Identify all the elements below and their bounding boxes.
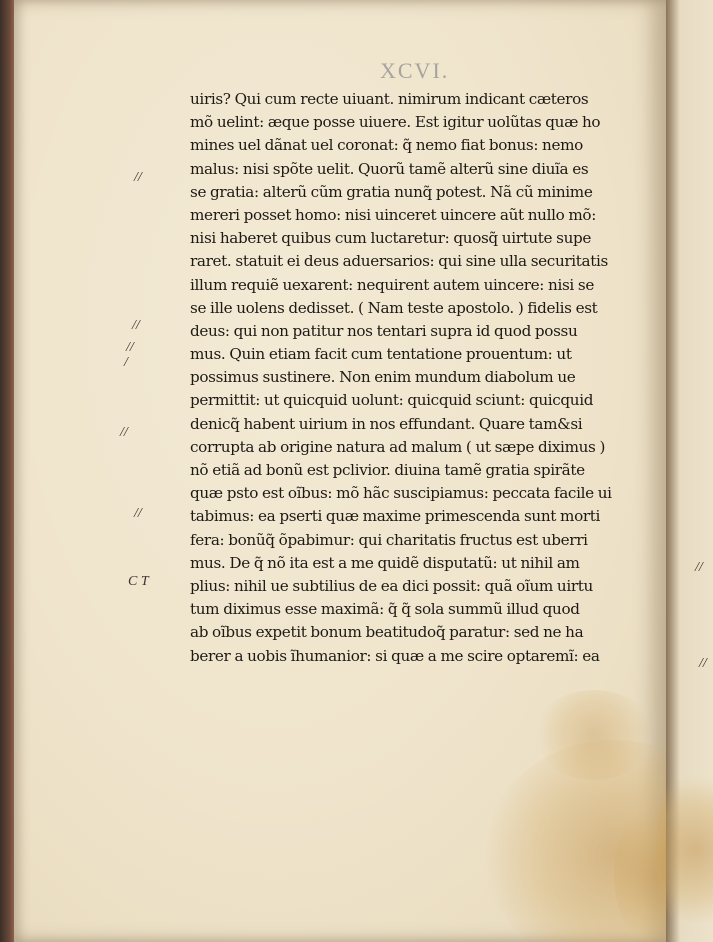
text-line: deus: qui non patitur nos tentari supra id quod possu bbox=[190, 321, 578, 340]
text-line: se ille uolens dedisset. ( Nam teste apostolo. ) fidelis est bbox=[190, 298, 598, 317]
text-line: mines uel dãnat uel coronat: q̃ nemo fiat bonus: nemo bbox=[190, 136, 583, 155]
text-line: se gratia: alterũ cũm gratia nunq̃ potest. Nã cũ minime bbox=[190, 182, 593, 201]
folio-number: XCVI. bbox=[380, 58, 450, 83]
text-line: fera: bonũq̃ õpabimur: qui charitatis fructus est uberri bbox=[190, 530, 588, 549]
text-line: mõ uelint: æque posse uiuere. Est igitur uolũtas quæ ho bbox=[190, 113, 601, 132]
margin-mark: // bbox=[134, 170, 142, 185]
margin-mark: // bbox=[120, 425, 128, 440]
text-line: mus. De q̃ nõ ita est a me quidẽ disputatũ: ut nihil am bbox=[190, 553, 580, 572]
margin-mark: // bbox=[132, 318, 140, 333]
water-stain-small bbox=[534, 690, 654, 780]
text-line: mus. Quin etiam facit cum tentatione prouentum: ut bbox=[190, 345, 572, 364]
right-page-edge bbox=[666, 0, 713, 942]
latin-text-block bbox=[190, 88, 638, 668]
margin-mark: // bbox=[134, 506, 142, 521]
text-line: raret. statuit ei deus aduersarios: qui sine ulla securitatis bbox=[190, 252, 608, 271]
text-line: permittit: ut quicquid uolunt: quicquid sciunt: quicquid bbox=[190, 391, 594, 410]
text-line: illum requiẽ uexarent: nequirent autem uincere: nisi se bbox=[190, 275, 594, 294]
text-line: ab oĩbus expetit bonum beatitudoq̃ paratur: sed ne ha bbox=[190, 623, 584, 642]
margin-mark: / bbox=[124, 355, 128, 370]
text-line: malus: nisi spõte uelit. Quorũ tamẽ alterũ sine diuĩa es bbox=[190, 159, 589, 178]
text-line: berer a uobis ĩhumanior: si quæ a me scire optaremĩ: ea bbox=[190, 646, 600, 665]
text-line: nisi haberet quibus cum luctaretur: quosq̃ uirtute supe bbox=[190, 229, 592, 248]
text-line: corrupta ab origine natura ad malum ( ut sæpe diximus ) bbox=[190, 437, 606, 456]
margin-mark: C T bbox=[128, 574, 149, 589]
text-line: possimus sustinere. Non enim mundum diabolum ue bbox=[190, 368, 576, 387]
text-line: mereri posset homo: nisi uinceret uincere aũt nullo mõ: bbox=[190, 205, 596, 224]
margin-mark: // bbox=[699, 656, 707, 671]
margin-mark: // bbox=[126, 340, 134, 355]
text-line: plius: nihil ue subtilius de ea dici possit: quã oĩum uirtu bbox=[190, 576, 593, 595]
text-line: quæ psto est oĩbus: mõ hãc suscipiamus: peccata facile ui bbox=[190, 484, 612, 503]
text-line: nõ etiã ad bonũ est pclivior. diuina tamẽ gratia spirãte bbox=[190, 461, 585, 479]
margin-mark: // bbox=[695, 560, 703, 575]
text-line: denicq̃ habent uirium in nos effundant. Quare tam&si bbox=[190, 414, 583, 433]
text-line: tum diximus esse maximã: q̃ q̃ sola summũ illud quod bbox=[190, 600, 580, 619]
text-line: tabimus: ea pserti quæ maxime primescenda sunt morti bbox=[190, 507, 601, 526]
text-line: uiris? Qui cum recte uiuant. nimirum indicant cæteros bbox=[190, 90, 589, 108]
